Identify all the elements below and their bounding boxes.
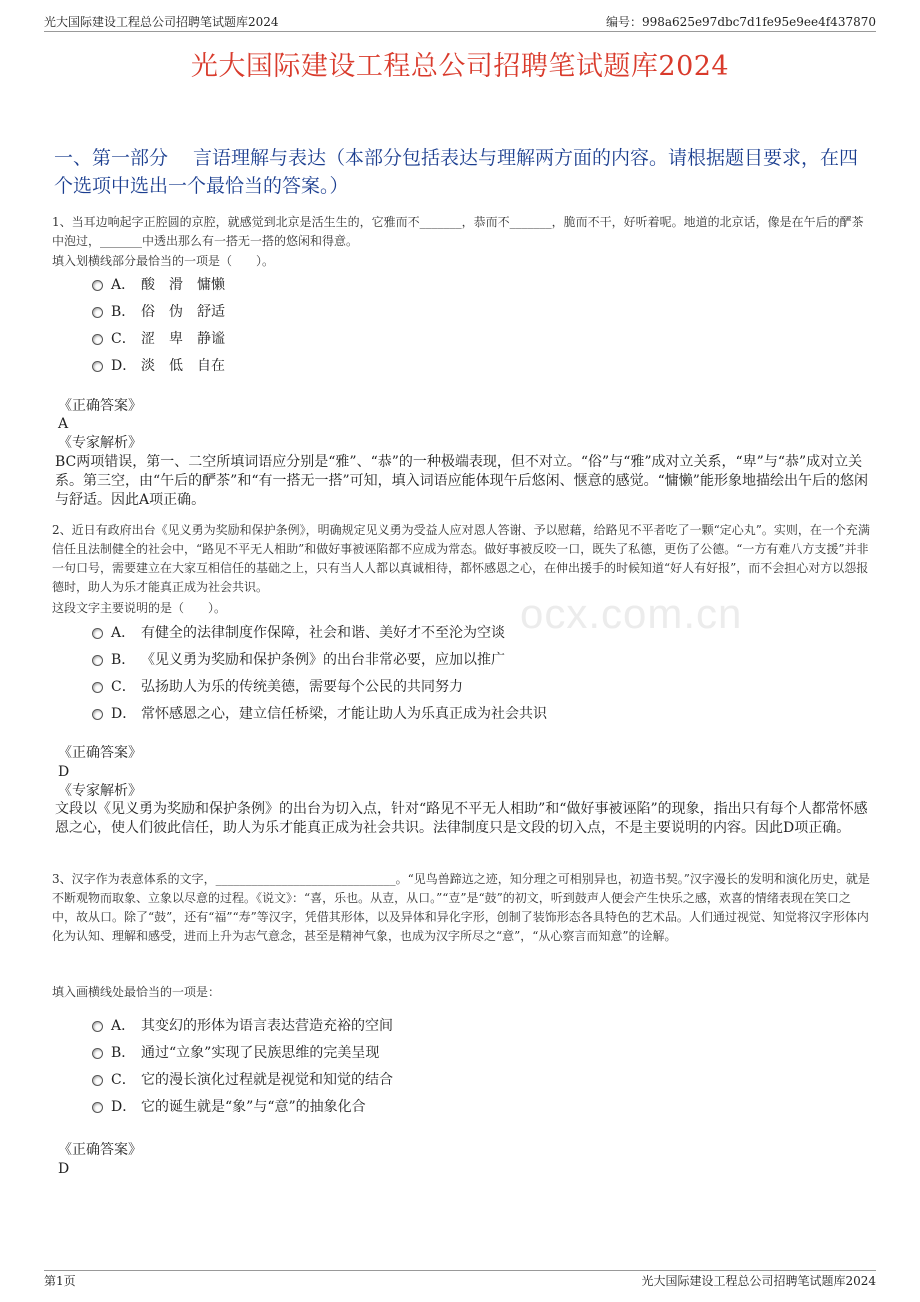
page-header — [44, 12, 876, 32]
option-letter: D． — [111, 357, 137, 374]
question-3-text: 3、汉字作为表意体系的文字，______________________________。“见鸟兽蹄迒之迹，知分理之可相别异也，初造书契。”汉字漫长的发明和演化历史，就是不断观物而取象、立象以尽意的过程。《说文》：“喜，乐也。从壴，从口。”“壴”是“鼓”的初文，听到鼓声人便会产生快乐之感，欢喜的情绪表现在笑口之中，故从口。除了“鼓”，还有“福”“寿”等汉字，凭借其形体，以及异体和异化字形，创制了装饰形态各具特色的艺术品。人们通过视觉、知觉将汉字形体内化为认知、理解和感受，进而上升为志气意念，甚至是精神气象，也成为汉字所尽之“意”，“从心察言而知意”的诠解。 — [52, 872, 870, 943]
option-b[interactable] — [92, 1038, 393, 1065]
radio-button-icon[interactable] — [92, 655, 103, 666]
radio-button-icon[interactable] — [92, 361, 103, 372]
page-footer — [44, 1270, 876, 1290]
radio-button-icon[interactable] — [92, 682, 103, 693]
answer-label: 《正确答案》 — [58, 745, 142, 761]
option-text: 淡 低 自在 — [141, 357, 225, 374]
question-1-prompt: 填入划横线部分最恰当的一项是（ ）。 — [52, 254, 275, 268]
option-letter: C． — [111, 1071, 136, 1088]
section-heading: 一、第一部分 言语理解与表达（本部分包括表达与理解两方面的内容。请根据题目要求，在四个选项中选出一个最恰当的答案。） — [54, 147, 859, 197]
question-3-options — [92, 1011, 393, 1119]
page-number: 第1页 — [44, 1274, 76, 1288]
page-title: 光大国际建设工程总公司招聘笔试题库2024 — [190, 51, 730, 82]
analysis-text: 文段以《见义勇为奖励和保护条例》的出台为切入点，针对“路见不平无人相助”和“做好事被诬陷”的现象，指出只有每个人都常怀感恩之心，使人们彼此信任，助人为乐才能真正成为社会共识。法律制度只是文段的切入点，不是主要说明的内容。因此D项正确。 — [55, 801, 868, 836]
question-2-text: 2、近日有政府出台《见义勇为奖励和保护条例》，明确规定见义勇为受益人应对恩人答谢、予以慰藉，给路见不平者吃了一颗“定心丸”。实则，在一个充满信任且法制健全的社会中，“路见不平无人相助”和做好事被诬陷都不应成为常态。做好事被反咬一口，既失了私德，更伤了公德。“一方有难八方支援”并非一句口号，需要建立在大家互相信任的基础之上，只有当人人都以真诚相待，都怀感恩之心，在伸出援手的时候知道“好人有好报”，而不会担心对方以怨报德时，助人为乐才能真正成为社会共识。 — [52, 523, 870, 594]
option-letter: C． — [111, 678, 136, 695]
option-c[interactable] — [92, 324, 225, 351]
answer-value: D — [58, 764, 70, 780]
answer-value: A — [58, 416, 69, 432]
watermark: ocx.com.cn — [520, 590, 743, 637]
option-a[interactable] — [92, 618, 547, 645]
option-b[interactable] — [92, 645, 547, 672]
radio-button-icon[interactable] — [92, 1048, 103, 1059]
option-d[interactable] — [92, 351, 225, 378]
answer-label: 《正确答案》 — [58, 1142, 142, 1158]
radio-button-icon[interactable] — [92, 307, 103, 318]
analysis-text: BC两项错误，第一、二空所填词语应分别是“雅”、“恭”的一种极端表现，但不对立。“俗”与“雅”成对立关系，“卑”与“恭”成对立关系。第三空，由“午后的酽茶”和“有一搭无一搭”可知，填入词语应能体现午后悠闲、惬意的感觉。“慵懒”能形象地描绘出午后的悠闲与舒适。因此A项正确。 — [55, 454, 868, 508]
option-b[interactable] — [92, 297, 225, 324]
option-d[interactable] — [92, 1092, 393, 1119]
option-text: 其变幻的形体为语言表达营造充裕的空间 — [141, 1017, 393, 1034]
option-letter: A． — [111, 276, 136, 293]
option-letter: C． — [111, 330, 136, 347]
option-text: 常怀感恩之心，建立信任桥梁，才能让助人为乐真正成为社会共识 — [141, 705, 547, 722]
option-text: 它的漫长演化过程就是视觉和知觉的结合 — [141, 1071, 393, 1088]
question-1-text: 1、当耳边响起字正腔圆的京腔，就感觉到北京是活生生的，它雅而不_______，恭而不_______，脆而不干，好听着呢。地道的北京话，像是在午后的酽茶中泡过，_______中透出那么有一搭无一搭的悠闲和得意。 — [52, 215, 864, 248]
question-2-prompt: 这段文字主要说明的是（ ）。 — [52, 601, 227, 615]
answer-label: 《正确答案》 — [58, 398, 142, 414]
radio-button-icon[interactable] — [92, 628, 103, 639]
option-c[interactable] — [92, 1065, 393, 1092]
header-doc-id: 编号：998a625e97dbc7d1fe95e9ee4f437870 — [605, 15, 876, 29]
option-letter: B． — [111, 651, 136, 668]
analysis-label: 《专家解析》 — [58, 435, 142, 451]
radio-button-icon[interactable] — [92, 709, 103, 720]
radio-button-icon[interactable] — [92, 1075, 103, 1086]
option-d[interactable] — [92, 699, 547, 726]
question-3-prompt: 填入画横线处最恰当的一项是： — [52, 985, 221, 999]
answer-value: D — [58, 1161, 70, 1177]
radio-button-icon[interactable] — [92, 280, 103, 291]
question-1-options — [92, 270, 225, 378]
header-doc-title: 光大国际建设工程总公司招聘笔试题库2024 — [44, 15, 279, 29]
radio-button-icon[interactable] — [92, 1021, 103, 1032]
option-c[interactable] — [92, 672, 547, 699]
option-a[interactable] — [92, 270, 225, 297]
option-text: 《见义勇为奖励和保护条例》的出台非常必要，应加以推广 — [141, 651, 505, 668]
analysis-label: 《专家解析》 — [58, 783, 142, 799]
option-letter: A． — [111, 624, 136, 641]
option-letter: B． — [111, 303, 136, 320]
option-letter: D． — [111, 705, 137, 722]
option-text: 弘扬助人为乐的传统美德，需要每个公民的共同努力 — [141, 678, 463, 695]
option-text: 酸 滑 慵懒 — [141, 276, 225, 293]
question-2-options — [92, 618, 547, 726]
option-letter: A． — [111, 1017, 136, 1034]
option-text: 它的诞生就是“象”与“意”的抽象化合 — [141, 1098, 366, 1115]
option-text: 俗 伪 舒适 — [141, 303, 225, 320]
option-letter: D． — [111, 1098, 137, 1115]
option-letter: B． — [111, 1044, 136, 1061]
radio-button-icon[interactable] — [92, 334, 103, 345]
option-text: 涩 卑 静谧 — [141, 330, 225, 347]
option-text: 有健全的法律制度作保障，社会和谐、美好才不至沦为空谈 — [141, 624, 505, 641]
option-a[interactable] — [92, 1011, 393, 1038]
radio-button-icon[interactable] — [92, 1102, 103, 1113]
option-text: 通过“立象”实现了民族思维的完美呈现 — [141, 1044, 380, 1061]
footer-doc-title: 光大国际建设工程总公司招聘笔试题库2024 — [641, 1274, 876, 1288]
